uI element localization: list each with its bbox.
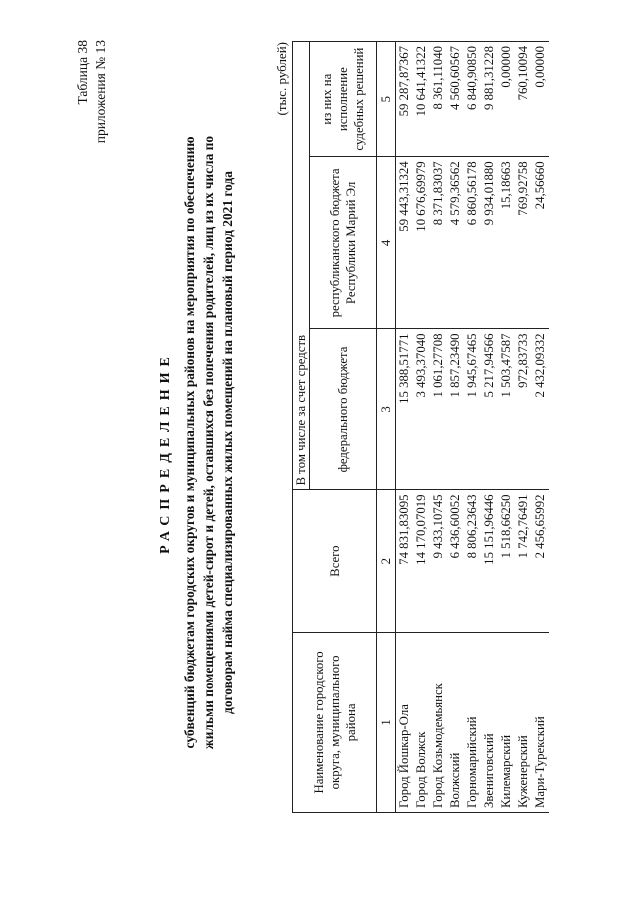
cell-court: 8 361,11040 [430, 42, 447, 157]
cell-total: 15 151,96446 [481, 490, 498, 632]
units-label: (тыс. рублей) [274, 42, 289, 116]
cell-republic: 8 371,83037 [430, 157, 447, 329]
col-header-group: В том числе за счет средств [293, 42, 310, 490]
cell-total: 9 433,10745 [430, 490, 447, 632]
cell-court: 10 641,41322 [413, 42, 430, 157]
cell-name: Килемарский [498, 632, 515, 812]
cell-court: 0,00000 [498, 42, 515, 157]
table-row [430, 42, 447, 813]
cell-total: 8 806,23643 [464, 490, 481, 632]
col-header-republic: республиканского бюджета Республики Марий Эл [310, 157, 377, 329]
cell-republic: 4 579,36562 [447, 157, 464, 329]
cell-republic: 9 934,01880 [481, 157, 498, 329]
distribution-table [292, 41, 549, 813]
cell-republic: 6 860,56178 [464, 157, 481, 329]
col-header-court: из них на исполнение судебных решений [310, 42, 377, 157]
cell-federal: 15 388,51771 [396, 329, 414, 490]
cell-name: Звениговский [481, 632, 498, 812]
document-subtitle: субвенций бюджетам городских округов и муниципальных районов на мероприятия по обеспечению жильми помещениями детей-сирот и детей, оставшихся без попечения родителей, лиц из их числа по договорам найма специализированных жилых помещений на плановый период 2021 года [182, 135, 235, 750]
col-number: 3 [377, 329, 396, 490]
cell-court: 0,00000 [532, 42, 549, 157]
cell-total: 2 456,65992 [532, 490, 549, 632]
cell-republic: 15,18663 [498, 157, 515, 329]
cell-total: 1 518,66250 [498, 490, 515, 632]
cell-total: 1 742,76491 [515, 490, 532, 632]
table-row [396, 42, 414, 813]
cell-federal: 3 493,37040 [413, 329, 430, 490]
table-row [413, 42, 430, 813]
cell-federal: 5 217,94566 [481, 329, 498, 490]
col-header-federal: федерального бюджета [310, 329, 377, 490]
table-row [464, 42, 481, 813]
cell-name: Горномарийский [464, 632, 481, 812]
cell-court: 6 840,90850 [464, 42, 481, 157]
col-number: 1 [377, 632, 396, 812]
table-row [532, 42, 549, 813]
cell-name: Город Волжск [413, 632, 430, 812]
cell-federal: 1 503,47587 [498, 329, 515, 490]
appendix-label: приложения № 13 [93, 40, 108, 144]
table-label: Таблица 38 [75, 40, 90, 105]
col-header-total: Всего [293, 490, 377, 632]
cell-name: Мари-Турекский [532, 632, 549, 812]
cell-republic: 769,92758 [515, 157, 532, 329]
cell-name: Город Козьмодемьянск [430, 632, 447, 812]
cell-name: Город Йошкар-Ола [396, 632, 414, 812]
cell-name: Куженерский [515, 632, 532, 812]
cell-federal: 1 857,23490 [447, 329, 464, 490]
table-row [498, 42, 515, 813]
cell-total: 14 170,07019 [413, 490, 430, 632]
cell-total: 74 831,83095 [396, 490, 414, 632]
cell-federal: 972,83733 [515, 329, 532, 490]
cell-federal: 1 061,27708 [430, 329, 447, 490]
cell-name: Волжский [447, 632, 464, 812]
table-row [481, 42, 498, 813]
cell-court: 4 560,60567 [447, 42, 464, 157]
document-header [74, 40, 110, 143]
table-row [515, 42, 532, 813]
col-number: 5 [377, 42, 396, 157]
cell-federal: 2 432,09332 [532, 329, 549, 490]
cell-court: 59 287,87367 [396, 42, 414, 157]
table-row [447, 42, 464, 813]
cell-federal: 1 945,67465 [464, 329, 481, 490]
cell-court: 9 881,31228 [481, 42, 498, 157]
cell-court: 760,10094 [515, 42, 532, 157]
cell-republic: 10 676,69979 [413, 157, 430, 329]
cell-republic: 59 443,31324 [396, 157, 414, 329]
col-number: 4 [377, 157, 396, 329]
document-title: РАСПРЕДЕЛЕНИЕ [158, 351, 173, 554]
cell-total: 6 436,60052 [447, 490, 464, 632]
cell-republic: 24,56660 [532, 157, 549, 329]
col-header-name: Наименование городского округа, муниципального района [293, 632, 377, 812]
col-number: 2 [377, 490, 396, 632]
